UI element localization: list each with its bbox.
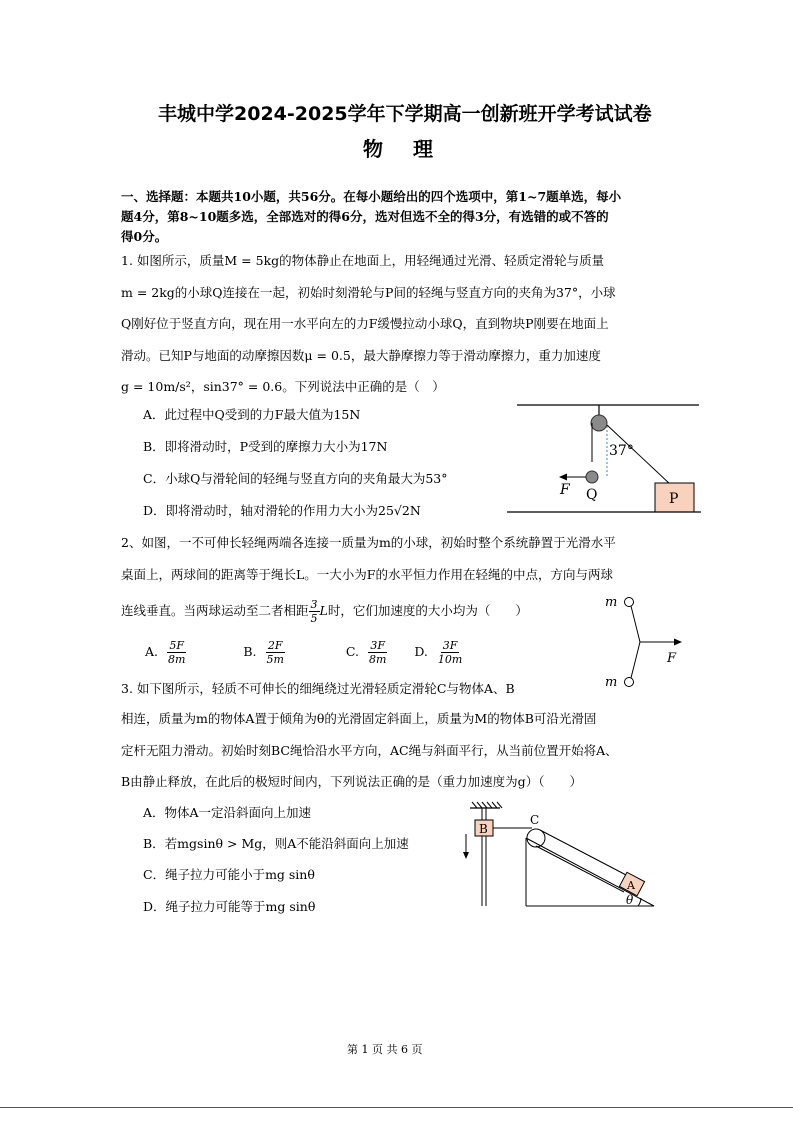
q1-option-b: B．即将滑动时，P受到的摩擦力大小为17N — [143, 439, 388, 454]
q3-line-2: 相连，质量为m的物体A置于倾角为θ的光滑固定斜面上，质量为M的物体B可沿光滑固 — [121, 711, 597, 726]
force-arrowhead — [674, 639, 682, 646]
frac-den: 10m — [437, 653, 463, 666]
rope-lower — [631, 642, 640, 678]
q3-line-3: 定杆无阻力滑动。初始时刻BC绳恰沿水平方向，AC绳与斜面平行，从当前位置开始将A、 — [121, 743, 618, 758]
q3-option-b: B．若mgsinθ > Mg，则A不能沿斜面向上加速 — [143, 836, 409, 851]
rope-upper — [631, 606, 640, 642]
section-instruction-line-1: 一、选择题：本题共10小题，共56分。在每小题给出的四个选项中，第1~7题单选，每小 — [121, 189, 622, 204]
q2-option-c — [367, 639, 388, 666]
q3-line-4: B由静止释放，在此后的极短时间内，下列说法正确的是（重力加速度为g）（ ） — [121, 774, 582, 789]
ball-bottom — [625, 678, 634, 687]
q2-option-a — [166, 639, 187, 666]
frac-tail: L — [319, 603, 328, 618]
q2-option-d — [436, 639, 464, 666]
q3-line-1: 3. 如下图所示，轻质不可伸长的细绳绕过光滑轻质定滑轮C与物体A、B — [121, 681, 515, 696]
frac-num: 3F — [442, 639, 458, 652]
q2-options — [145, 639, 464, 666]
exam-title: 丰城中学2024-2025学年下学期高一创新班开学考试试卷 — [158, 103, 652, 125]
q1-figure — [503, 398, 703, 516]
mass-top-label: m — [605, 595, 618, 610]
angle-label: θ — [626, 893, 634, 907]
q1-line-3: Q刚好位于竖直方向，现在用一水平向左的力F缓慢拉动小球Q，直到物块P刚要在地面上 — [121, 316, 609, 331]
frac-num: 2F — [267, 639, 283, 652]
q2-option-b — [265, 639, 286, 666]
q2-line-3-text: 连线垂直。当两球运动至二者相距 — [121, 603, 309, 618]
bottom-rule — [0, 1107, 793, 1108]
page-footer: 第 1 页 共 6 页 — [347, 1043, 423, 1056]
q1-line-4: 滑动。已知P与地面的动摩擦因数μ = 0.5，最大静摩擦力等于滑动摩擦力，重力加速度 — [121, 348, 601, 363]
frac-den: 8m — [368, 653, 387, 666]
q3-option-c: C．绳子拉力可能小于mg sinθ — [143, 867, 315, 882]
q2-figure — [600, 590, 690, 690]
ball-top — [625, 598, 634, 607]
force-arrow-head — [559, 474, 567, 481]
q2-option-a-label: A. — [145, 644, 159, 659]
frac-den: 5 — [310, 612, 318, 625]
subject-title: 物理 — [363, 137, 463, 161]
frac-num: 3F — [370, 639, 385, 652]
q2-option-c-label: C. — [345, 644, 359, 659]
q2-line-2: 桌面上，两球间的距离等于绳长L。一大小为F的水平恒力作用在轻绳的中点，方向与两球 — [121, 567, 613, 582]
ball-q — [586, 471, 598, 483]
q1-option-c: C．小球Q与滑轮间的轻绳与竖直方向的夹角最大为53° — [143, 471, 448, 486]
block-b-label: B — [479, 822, 488, 836]
pulley — [591, 415, 607, 431]
mass-bottom-label: m — [605, 675, 618, 690]
frac-num: 3 — [310, 598, 318, 611]
q3-option-a: A．物体A一定沿斜面向上加速 — [143, 805, 312, 820]
frac-num: 5F — [169, 639, 184, 652]
rope-ac-2 — [536, 846, 624, 892]
q2-option-d-label: D. — [414, 644, 428, 659]
q1-line-1: 1. 如图所示，质量M = 5kg的物体静止在地面上，用轻绳通过光滑、轻质定滑轮与质量 — [121, 253, 605, 268]
ball-label: Q — [586, 487, 598, 503]
angle-label: 37° — [609, 443, 634, 459]
q1-option-d: D．即将滑动时，轴对滑轮的作用力大小为25√2N — [143, 503, 421, 518]
frac-den: 5m — [266, 653, 284, 666]
q2-distance-fraction — [309, 598, 320, 625]
q2-line-3-tail: 时，它们加速度的大小均为（ ） — [327, 603, 528, 618]
incline-hypotenuse — [526, 838, 654, 906]
force-label: F — [667, 651, 677, 666]
frac-den: 8m — [167, 653, 186, 666]
block-label: P — [669, 491, 679, 507]
block-a-label: A — [627, 879, 635, 892]
q2-line-1: 2、如图，一不可伸长轻绳两端各连接一质量为m的小球，初始时整个系统静置于光滑水平 — [121, 535, 616, 550]
q2-option-b-label: B. — [243, 644, 257, 659]
section-instruction-line-2: 题4分，第8~10题多选，全部选对的得6分，选对但选不全的得3分，有选错的或不答的 — [121, 209, 609, 224]
q1-option-a: A．此过程中Q受到的力F最大值为15N — [143, 407, 361, 422]
q3-option-d: D．绳子拉力可能等于mg sinθ — [143, 899, 316, 914]
q1-line-2: m = 2kg的小球Q连接在一起，初始时刻滑轮与P间的轻绳与竖直方向的夹角为37°，小球 — [121, 285, 616, 300]
q2-line-3 — [121, 598, 528, 625]
angle-arc — [638, 898, 641, 906]
q1-line-5: g = 10m/s²，sin37° = 0.6。下列说法中正确的是（ ） — [121, 379, 445, 394]
section-instruction-line-3: 得0分。 — [121, 229, 168, 244]
q3-figure — [460, 800, 660, 912]
force-label: F — [560, 482, 570, 498]
pulley-c-label: C — [530, 813, 540, 827]
